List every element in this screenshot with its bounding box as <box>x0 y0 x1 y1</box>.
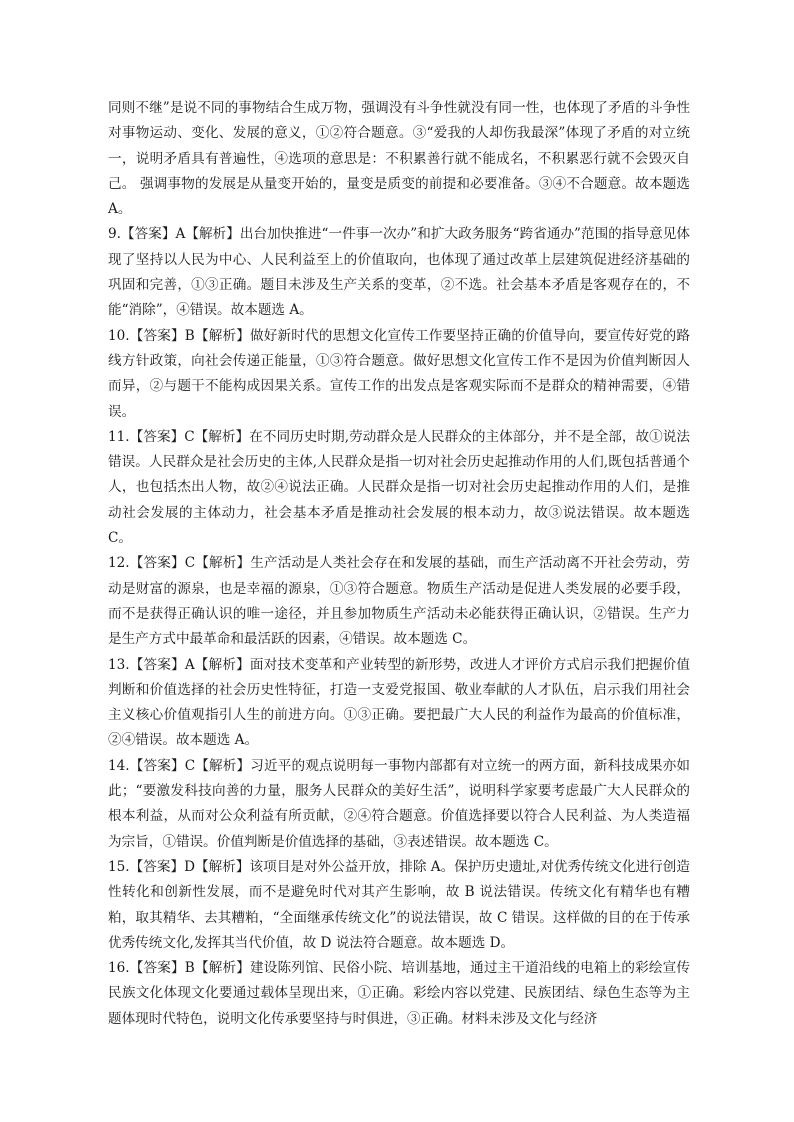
answer-10: 10.【答案】B【解析】做好新时代的思想文化宣传工作要坚持正确的价值导向，要宣传好党的路线方针政策，向社会传递正能量，①③符合题意。做好思想文化宣传工作不是因为价值判断因人而异，②与题干不能构成因果关系。宣传工作的出发点是客观实际而不是群众的精神需要，④错误。 <box>108 327 690 420</box>
answer-12: 12.【答案】C【解析】生产活动是人类社会存在和发展的基础，而生产活动离不开社会劳动，劳动是财富的源泉，也是幸福的源泉，①③符合题意。物质生产活动是促进人类发展的必要手段，而不是获得正确认识的唯一途径，并且参加物质生产活动未必能获得正确认识，②错误。生产力是生产方式中最革命和最活跃的因素，④错误。故本题选 C。 <box>108 555 690 648</box>
answer-11: 11.【答案】C【解析】在不同历史时期,劳动群众是人民群众的主体部分，并不是全部，故①说法错误。人民群众是社会历史的主体,人民群众是指一切对社会历史起推动作用的人们,既包括普通个人，也包括杰出人物，故②④说法正确。人民群众是指一切对社会历史起推动作用的人们，是推动社会发展的主体动力，社会基本矛盾是推动社会发展的根本动力，故③说法错误。故本题选 C。 <box>108 428 690 547</box>
answer-16: 16.【答案】B【解析】建设陈列馆、民俗小院、培训基地，通过主干道沿线的电箱上的彩绘宣传民族文化体现文化要通过载体呈现出来，①正确。彩绘内容以党建、民族团结、绿色生态等为主题体现时代特色，说明文化传承要坚持与时俱进，③正确。材料未涉及文化与经济 <box>108 960 690 1027</box>
answer-9: 9.【答案】A【解析】出台加快推进“一件事一次办”和扩大政务服务“跨省通办”范围的指导意见体现了坚持以人民为中心、人民利益至上的价值取向，也体现了通过改革上层建筑促进经济基础的巩固和完善，①③正确。题目未涉及生产关系的变革，②不选。社会基本矛盾是客观存在的，不能“消除”，④错误。故本题选 A。 <box>108 226 690 319</box>
answer-14: 14.【答案】C【解析】习近平的观点说明每一事物内部都有对立统一的两方面，新科技成果亦如此；“要激发科技向善的力量，服务人民群众的美好生活”，说明科学家要考虑最广大人民群众的根本利益，从而对公众利益有所贡献，②④符合题意。价值选择要以符合人民利益、为人类造福为宗旨，①错误。价值判断是价值选择的基础，③表述错误。故本题选 C。 <box>108 757 690 850</box>
paragraph-continuation: 同则不继”是说不同的事物结合生成万物，强调没有斗争性就没有同一性，也体现了矛盾的斗争性对事物运动、变化、发展的意义，①②符合题意。③“爱我的人却伤我最深”体现了矛盾的对立统一，说明矛盾具有普遍性，④选项的意思是：不积累善行就不能成名，不积累恶行就不会毁灭自己。 强调事物的发展是从量变开始的，量变是质变的前提和必要准备。③④不合题意。故本题选 A。 <box>108 100 690 218</box>
answer-15: 15.【答案】D【解析】该项目是对外公益开放，排除 A。保护历史遗址,对优秀传统文化进行创造性转化和创新性发展，而不是避免时代对其产生影响，故 B 说法错误。传统文化有精华也有糟粕，取其精华、去其糟粕，“全面继承传统文化”的说法错误，故 C 错误。这样做的目的在于传承优秀传统文化,发挥其当代价值，故 D 说法符合题意。故本题选 D。 <box>108 858 690 951</box>
answer-13: 13.【答案】A【解析】面对技术变革和产业转型的新形势，改进人才评价方式启示我们把握价值判断和价值选择的社会历史性特征，打造一支爱党报国、敬业奉献的人才队伍，启示我们用社会主义核心价值观指引人生的前进方向。①③正确。要把最广大人民的利益作为最高的价值标准，②④错误。故本题选 A。 <box>108 656 690 749</box>
document-page <box>108 96 690 1032</box>
